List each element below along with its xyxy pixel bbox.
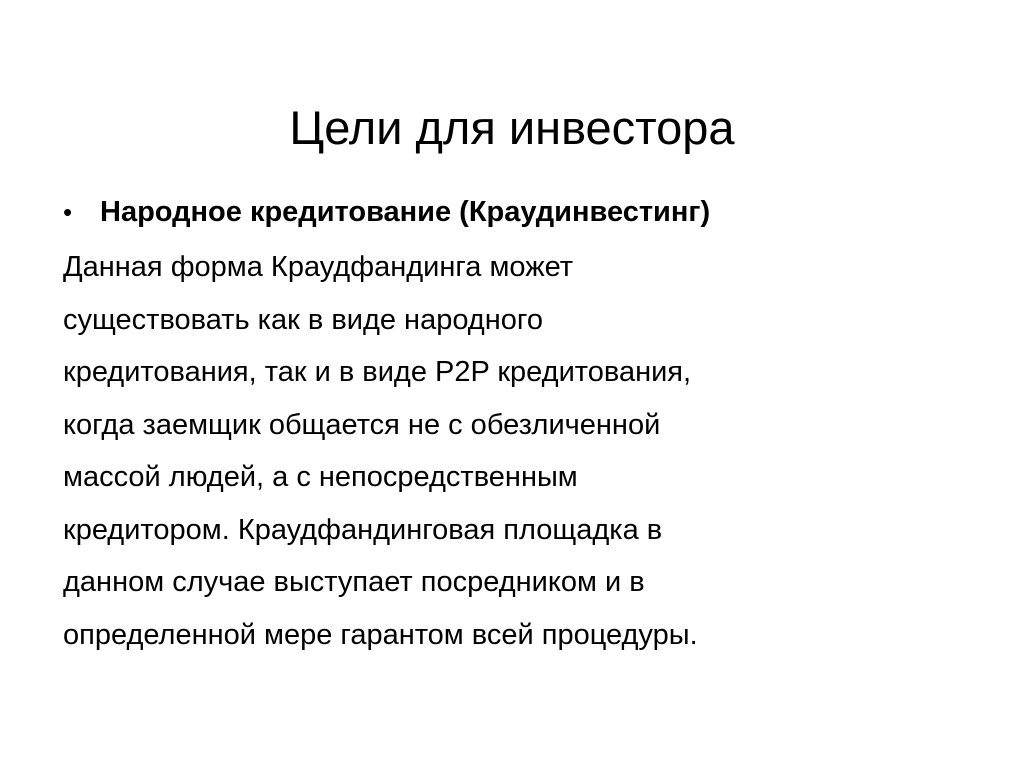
paragraph-line: кредитования, так и в виде P2P кредитования, [63, 356, 692, 388]
slide-content [63, 183, 963, 661]
paragraph-line: Данная форма Краудфандинга может [63, 251, 574, 283]
bullet-heading: Народное кредитование (Краудинвестинг) [100, 196, 711, 228]
body-paragraph [63, 241, 963, 661]
paragraph-line: когда заемщик общается не с обезличенной [63, 408, 661, 441]
paragraph-line: кредитором. Краудфандинговая площадка в [63, 513, 663, 546]
slide-title: Цели для инвестора [289, 101, 735, 155]
paragraph-line: существовать как в виде народного [63, 303, 543, 336]
paragraph-line: данном случае выступает посредником и в [63, 566, 645, 598]
paragraph-line: массой людей, а с непосредственным [63, 461, 578, 493]
paragraph-line: определенной мере гарантом всей процедуры. [63, 618, 698, 651]
bullet-item [63, 183, 963, 241]
bullet-icon: • [63, 197, 73, 227]
